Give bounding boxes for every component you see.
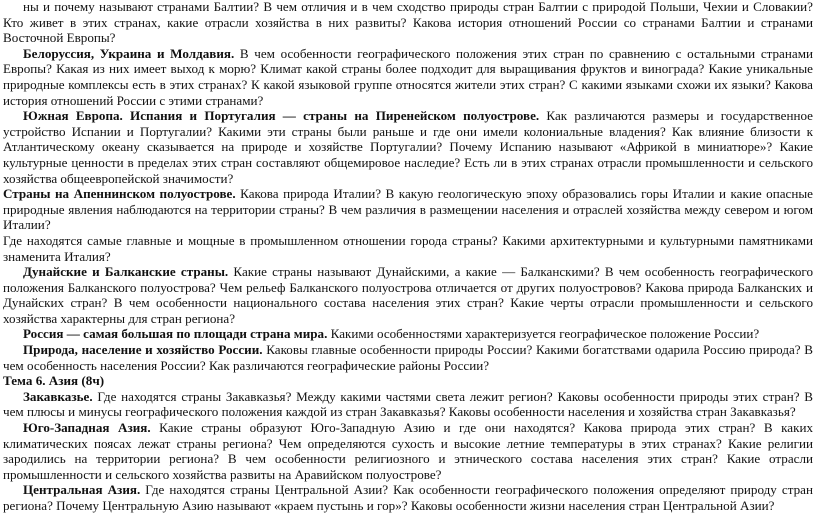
paragraph-heading: Белоруссия, Украина и Молдавия. bbox=[23, 45, 235, 61]
paragraph-heading: Закавказье. bbox=[23, 388, 93, 404]
paragraph-text: ны и почему называют странами Балтии? В чем отличия и в чем сходство природы стран Балтии с природой Польши, Чехии и Словакии? Кто живет в этих странах, какие отрасли хозяйства в них развиты? Какова история отношений России со странами Балтии и странами Восточной Европы? bbox=[3, 0, 813, 46]
paragraph-heading: Дунайские и Балканские страны. bbox=[23, 264, 229, 280]
paragraph-text: Каковы главные особенности природы России? Какими богатствами одарила Россию природа? В чем особенность населения России? Как различаются географические районы России? bbox=[3, 342, 813, 373]
paragraph-text: Где находятся самые главные и мощные в промышленном отношении города страны? Какими архитектурными и культурными памятниками знаменита Италия? bbox=[3, 232, 813, 264]
paragraph-heading: Страны на Апеннинском полуострове. bbox=[3, 186, 236, 202]
paragraph-heading: Центральная Азия. bbox=[23, 482, 141, 498]
paragraph-heading: Юго-Западная Азия. bbox=[23, 420, 151, 436]
topic-title: Тема 6. Азия (8ч) bbox=[3, 373, 105, 389]
paragraph-transcaucasia bbox=[3, 389, 813, 420]
paragraph-south-europe bbox=[3, 108, 813, 186]
paragraph-text: Какие страны называют Дунайскими, а какие — Балканскими? В чем особенность географического положения Балканского полуострова? Чем рельеф Балканского полуострова отличается от других полуостровов? Какова природа Балканских и Дунайских стран? В чем особенности национального состава населения этих стран? Какие черты отрасли промышленности и сельского хозяйства характерны для стран региона? bbox=[3, 264, 813, 326]
paragraph-italy-cities bbox=[3, 233, 813, 264]
paragraph-text: Какова природа Италии? В какую геологическую эпоху образовались горы Италии и какие опасные природные явления наблюдаются на территории страны? В чем различия в размещении населения и отраслей хозяйства между севером и югом Италии? bbox=[3, 186, 813, 233]
paragraph-text: Какими особенностями характеризуется географическое положение России? bbox=[327, 326, 760, 342]
paragraph-text: В чем особенности географического положения этих стран по сравнению с остальными странами Европы? Какая из них имеет выход к морю? Климат какой страны более подходит для выращивания фруктов и винограда? Какие уникальные природные комплексы есть в этих странах? К какой языковой группе относятся жители этих стран? С какими языками схожи их языки? Какова история отношений России с этими странами? bbox=[3, 45, 813, 108]
paragraph-russia-largest bbox=[3, 326, 813, 342]
paragraph-russia-nature bbox=[3, 342, 813, 373]
paragraph-text: Какие страны образуют Юго-Западную Азию и где они находятся? Какова природа этих стран? В каких климатических поясах лежат страны региона? Чем определяются сухость и высокие летние температуры в этих странах? Какие религии зародились на территории региона? В чем особенности религиозного и этнического состава населения этих стран? Какие отрасли промышленности и сельского хозяйства развиты на Аравийском полуострове? bbox=[3, 420, 813, 482]
paragraph-apennine bbox=[3, 186, 813, 233]
paragraph-heading: Южная Европа. Испания и Португалия — страны на Пиренейском полуострове. bbox=[23, 108, 540, 124]
paragraph-southwest-asia bbox=[3, 420, 813, 482]
paragraph-text: Где находятся страны Центральной Азии? Как особенности географического положения определяют природу стран региона? Почему Центральную Азию называют «краем пустынь и гор»? Каковы особенности жизни населения стран Центральной Азии? bbox=[3, 482, 813, 513]
topic-heading-asia bbox=[3, 373, 813, 389]
paragraph-heading: Природа, население и хозяйство России. bbox=[23, 342, 263, 358]
paragraph-baltic-tail bbox=[3, 0, 813, 46]
paragraph-belarus-ukraine-moldova bbox=[3, 46, 813, 108]
paragraph-heading: Россия — самая большая по площади страна мира. bbox=[23, 326, 328, 342]
paragraph-text: Где находятся страны Закавказья? Между какими частями света лежит регион? Каковы особенности природы этих стран? В чем плюсы и минусы географического положения каждой из стран Закавказья? Каковы особенности населения и хозяйства стран Закавказья? bbox=[3, 388, 813, 420]
paragraph-danube-balkan bbox=[3, 264, 813, 326]
paragraph-text: Как различаются размеры и государственное устройство Испании и Португалии? Какими эти страны были раньше и где они имели колониальные владения? Как влияние близости к Атлантическому океану сказывается на природе и хозяйстве Португалии? Почему Испанию называют «Африкой в миниатюре»? Какие культурные ценности в пределах этих стран составляют общемировое наследие? Есть ли в этих странах отрасли промышленности и сельского хозяйства общеевропейской значимости? bbox=[3, 108, 813, 186]
